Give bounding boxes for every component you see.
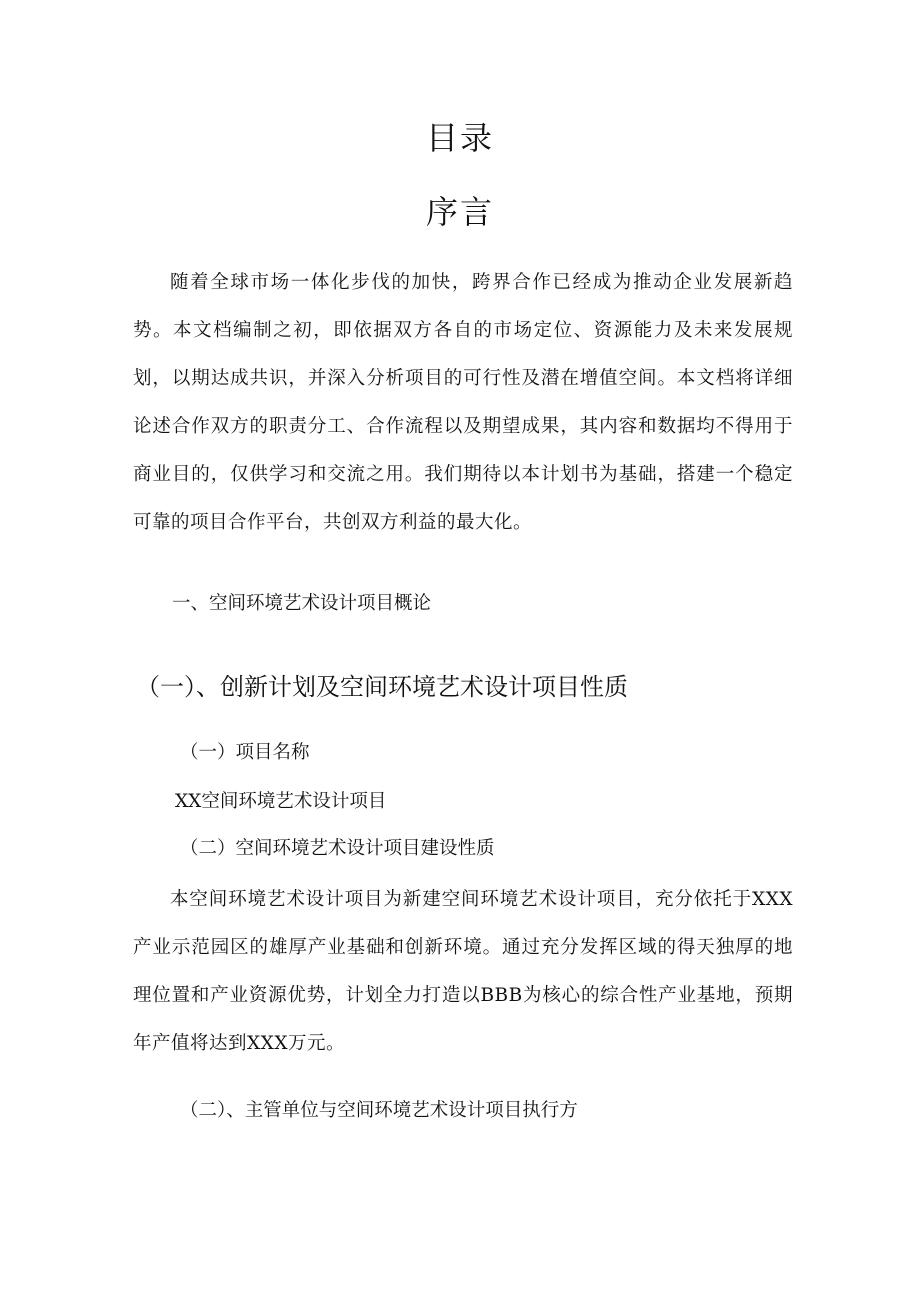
project-name-value: XX空间环境艺术设计项目 — [175, 791, 387, 812]
item-heading-construction-nature: （二）空间环境艺术设计项目建设性质 — [180, 838, 495, 859]
item-heading-project-name: （一）项目名称 — [180, 742, 310, 763]
subsection-heading-project-nature: （一）、创新计划及空间环境艺术设计项目性质 — [136, 673, 628, 701]
subsection-heading-executing-party: （二）、主管单位与空间环境艺术设计项目执行方 — [180, 1100, 578, 1121]
section-heading-overview: 一、空间环境艺术设计项目概论 — [172, 593, 432, 614]
toc-title: 目录 — [425, 119, 494, 157]
preface-title: 序言 — [425, 193, 494, 231]
construction-nature-paragraph: 本空间环境艺术设计项目为新建空间环境艺术设计项目，充分依托于XXX产业示范园区的雄厚产业基础和创新环境。通过充分发挥区域的得天独厚的地理位置和产业资源优势，计划全力打造以BBB为核心的综合性产业基地，预期年产值将达到XXX万元。 — [133, 889, 793, 1054]
preface-paragraph: 随着全球市场一体化步伐的加快，跨界合作已经成为推动企业发展新趋势。本文档编制之初，即依据双方各自的市场定位、资源能力及未来发展规划，以期达成共识，并深入分析项目的可行性及潜在增值空间。本文档将详细论述合作双方的职责分工、合作流程以及期望成果，其内容和数据均不得用于商业目的，仅供学习和交流之用。我们期待以本计划书为基础，搭建一个稳定可靠的项目合作平台，共创双方利益的最大化。 — [133, 272, 793, 533]
